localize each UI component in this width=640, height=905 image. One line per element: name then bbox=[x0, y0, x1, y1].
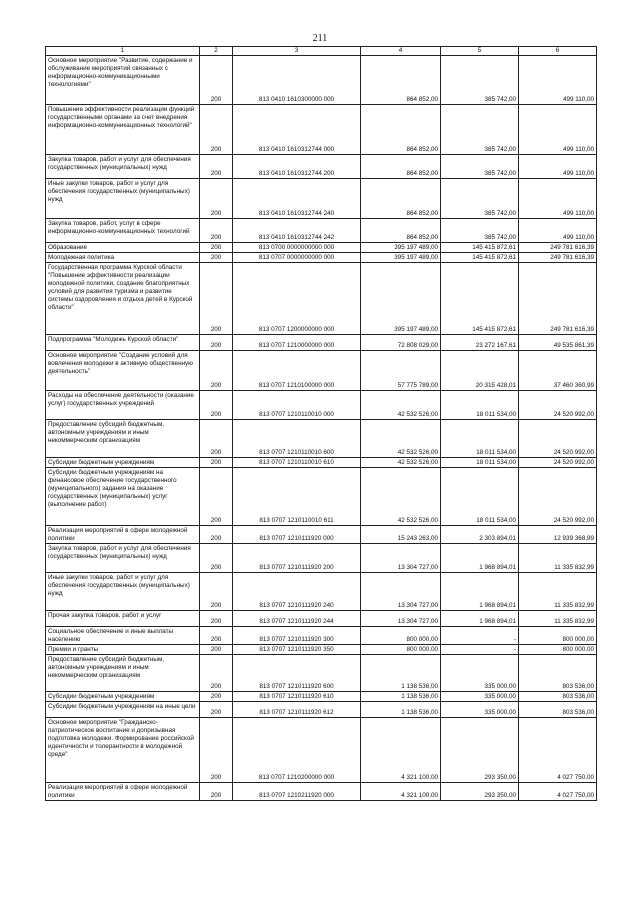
row-unexecuted-amount-cell: 11 335 832,99 bbox=[519, 611, 597, 627]
row-name-cell: Предоставление субсидий бюджетным, автономным учреждениям и иным некоммерческим организациям bbox=[46, 655, 200, 692]
row-approved-amount-cell: 864 852,00 bbox=[361, 219, 441, 243]
row-line-code-cell: 200 bbox=[200, 105, 233, 155]
row-name-cell: Закупка товаров, работ и услуг для обеспечения государственных (муниципальных) нужд bbox=[46, 155, 200, 179]
row-unexecuted-amount-cell: 249 781 616,39 bbox=[519, 243, 597, 253]
row-executed-amount-cell: 145 415 872,61 bbox=[441, 243, 519, 253]
table-row bbox=[46, 692, 597, 702]
row-classification-code-cell: 813 0700 0000000000 000 bbox=[233, 243, 361, 253]
table-row bbox=[46, 573, 597, 611]
row-unexecuted-amount-cell: 803 536,00 bbox=[519, 702, 597, 718]
table-row bbox=[46, 155, 597, 179]
row-name-cell: Прочая закупка товаров, работ и услуг bbox=[46, 611, 200, 627]
row-line-code-cell: 200 bbox=[200, 468, 233, 526]
row-approved-amount-cell: 72 808 029,00 bbox=[361, 335, 441, 351]
row-unexecuted-amount-cell: 800 000,00 bbox=[519, 645, 597, 655]
row-executed-amount-cell: 1 968 894,01 bbox=[441, 544, 519, 573]
row-approved-amount-cell: 864 852,00 bbox=[361, 105, 441, 155]
row-classification-code-cell: 813 0410 1610312744 000 bbox=[233, 105, 361, 155]
row-name-cell: Субсидии бюджетным учреждениям на финансовое обеспечение государственного (муниципального) задания на оказание государственных (муниципальных) услуг (выполнение работ) bbox=[46, 468, 200, 526]
row-executed-amount-cell: 1 968 894,01 bbox=[441, 573, 519, 611]
row-line-code-cell: 200 bbox=[200, 243, 233, 253]
row-classification-code-cell: 813 0410 1610312744 200 bbox=[233, 155, 361, 179]
row-classification-code-cell: 813 0707 1210110010 600 bbox=[233, 420, 361, 458]
row-approved-amount-cell: 13 304 727,00 bbox=[361, 544, 441, 573]
row-unexecuted-amount-cell: 803 536,00 bbox=[519, 655, 597, 692]
row-unexecuted-amount-cell: 4 027 750,00 bbox=[519, 718, 597, 783]
row-line-code-cell: 200 bbox=[200, 155, 233, 179]
row-unexecuted-amount-cell: 499 110,00 bbox=[519, 105, 597, 155]
row-name-cell: Премии и гранты bbox=[46, 645, 200, 655]
column-header: 5 bbox=[441, 47, 519, 56]
table-row bbox=[46, 627, 597, 645]
row-unexecuted-amount-cell: 11 335 832,99 bbox=[519, 544, 597, 573]
row-approved-amount-cell: 395 197 489,00 bbox=[361, 243, 441, 253]
table-row bbox=[46, 335, 597, 351]
table-row bbox=[46, 391, 597, 420]
row-name-cell: Закупка товаров, работ, услуг в сфере информационно-коммуникационных технологий bbox=[46, 219, 200, 243]
table-header-row bbox=[46, 47, 597, 56]
row-name-cell: Иные закупки товаров, работ и услуг для обеспечения государственных (муниципальных) нужд bbox=[46, 573, 200, 611]
row-executed-amount-cell: 145 415 872,61 bbox=[441, 253, 519, 263]
table-row bbox=[46, 611, 597, 627]
table-row bbox=[46, 243, 597, 253]
column-header: 6 bbox=[519, 47, 597, 56]
row-line-code-cell: 200 bbox=[200, 263, 233, 335]
table-row bbox=[46, 253, 597, 263]
row-name-cell: Закупка товаров, работ и услуг для обеспечения государственных (муниципальных) нужд bbox=[46, 544, 200, 573]
row-executed-amount-cell: 293 350,00 bbox=[441, 783, 519, 801]
page-number: 211 bbox=[312, 33, 328, 44]
row-classification-code-cell: 813 0707 1210111920 240 bbox=[233, 573, 361, 611]
row-line-code-cell: 200 bbox=[200, 219, 233, 243]
table-row bbox=[46, 655, 597, 692]
row-executed-amount-cell: 335 000,00 bbox=[441, 655, 519, 692]
table-row bbox=[46, 645, 597, 655]
row-approved-amount-cell: 57 775 789,00 bbox=[361, 351, 441, 391]
row-classification-code-cell: 813 0707 1210111920 300 bbox=[233, 627, 361, 645]
row-classification-code-cell: 813 0707 1210110010 611 bbox=[233, 468, 361, 526]
row-unexecuted-amount-cell: 499 110,00 bbox=[519, 179, 597, 219]
row-unexecuted-amount-cell: 24 520 992,00 bbox=[519, 458, 597, 468]
row-classification-code-cell: 813 0410 1610312744 242 bbox=[233, 219, 361, 243]
row-classification-code-cell: 813 0707 1210200000 000 bbox=[233, 718, 361, 783]
column-header: 1 bbox=[46, 47, 200, 56]
row-executed-amount-cell: 145 415 872,61 bbox=[441, 263, 519, 335]
table-row bbox=[46, 718, 597, 783]
row-executed-amount-cell: - bbox=[441, 645, 519, 655]
row-line-code-cell: 200 bbox=[200, 335, 233, 351]
row-line-code-cell: 200 bbox=[200, 56, 233, 105]
row-unexecuted-amount-cell: 803 536,00 bbox=[519, 692, 597, 702]
row-approved-amount-cell: 1 138 536,00 bbox=[361, 655, 441, 692]
row-classification-code-cell: 813 0707 1210000000 000 bbox=[233, 335, 361, 351]
row-line-code-cell: 200 bbox=[200, 627, 233, 645]
row-executed-amount-cell: 23 272 167,61 bbox=[441, 335, 519, 351]
row-executed-amount-cell: 385 742,00 bbox=[441, 179, 519, 219]
row-unexecuted-amount-cell: 11 335 832,99 bbox=[519, 573, 597, 611]
row-line-code-cell: 200 bbox=[200, 351, 233, 391]
row-executed-amount-cell: 18 011 534,00 bbox=[441, 391, 519, 420]
row-unexecuted-amount-cell: 249 781 616,39 bbox=[519, 253, 597, 263]
row-approved-amount-cell: 42 532 526,00 bbox=[361, 391, 441, 420]
row-name-cell: Реализация мероприятий в сфере молодежной политики bbox=[46, 783, 200, 801]
row-executed-amount-cell: 18 011 534,00 bbox=[441, 458, 519, 468]
row-line-code-cell: 200 bbox=[200, 544, 233, 573]
row-approved-amount-cell: 395 197 489,00 bbox=[361, 263, 441, 335]
row-name-cell: Субсидии бюджетным учреждениям на иные цели bbox=[46, 702, 200, 718]
table-row bbox=[46, 105, 597, 155]
row-name-cell: Реализация мероприятий в сфере молодежной политики bbox=[46, 526, 200, 544]
row-name-cell: Повышение эффективности реализации функций государственными органами за счет внедрения информационно-коммуникационных технологий" bbox=[46, 105, 200, 155]
row-classification-code-cell: 813 0707 1210100000 000 bbox=[233, 351, 361, 391]
budget-table bbox=[45, 46, 597, 801]
row-approved-amount-cell: 864 852,00 bbox=[361, 155, 441, 179]
table-row bbox=[46, 263, 597, 335]
row-line-code-cell: 200 bbox=[200, 718, 233, 783]
row-name-cell: Субсидии бюджетным учреждениям bbox=[46, 692, 200, 702]
row-approved-amount-cell: 13 304 727,00 bbox=[361, 573, 441, 611]
table-row bbox=[46, 219, 597, 243]
row-approved-amount-cell: 1 138 536,00 bbox=[361, 692, 441, 702]
row-approved-amount-cell: 15 243 263,00 bbox=[361, 526, 441, 544]
table-row bbox=[46, 544, 597, 573]
row-line-code-cell: 200 bbox=[200, 692, 233, 702]
row-unexecuted-amount-cell: 499 110,00 bbox=[519, 155, 597, 179]
row-line-code-cell: 200 bbox=[200, 611, 233, 627]
row-approved-amount-cell: 13 304 727,00 bbox=[361, 611, 441, 627]
row-executed-amount-cell: 385 742,00 bbox=[441, 219, 519, 243]
row-name-cell: Субсидии бюджетным учреждениям bbox=[46, 458, 200, 468]
row-classification-code-cell: 813 0707 1210211920 000 bbox=[233, 783, 361, 801]
row-approved-amount-cell: 4 321 100,00 bbox=[361, 783, 441, 801]
row-line-code-cell: 200 bbox=[200, 179, 233, 219]
row-classification-code-cell: 813 0707 1210111920 610 bbox=[233, 692, 361, 702]
row-classification-code-cell: 813 0410 1610312744 240 bbox=[233, 179, 361, 219]
row-unexecuted-amount-cell: 24 520 992,00 bbox=[519, 468, 597, 526]
row-name-cell: Расходы на обеспечение деятельности (оказание услуг) государственных учреждений bbox=[46, 391, 200, 420]
row-line-code-cell: 200 bbox=[200, 420, 233, 458]
row-line-code-cell: 200 bbox=[200, 783, 233, 801]
row-approved-amount-cell: 42 532 526,00 bbox=[361, 468, 441, 526]
row-line-code-cell: 200 bbox=[200, 526, 233, 544]
table-row bbox=[46, 702, 597, 718]
table-row bbox=[46, 351, 597, 391]
column-header: 2 bbox=[200, 47, 233, 56]
row-classification-code-cell: 813 0707 1210111920 612 bbox=[233, 702, 361, 718]
table-row bbox=[46, 179, 597, 219]
row-approved-amount-cell: 42 532 526,00 bbox=[361, 458, 441, 468]
row-classification-code-cell: 813 0707 1210111920 600 bbox=[233, 655, 361, 692]
row-unexecuted-amount-cell: 24 520 992,00 bbox=[519, 420, 597, 458]
row-unexecuted-amount-cell: 12 939 368,99 bbox=[519, 526, 597, 544]
table-row bbox=[46, 468, 597, 526]
row-name-cell: Основное мероприятие "Гражданско-патриотическое воспитание и допризывная подготовка молодежи. Формирование российской идентичности и толерантности в молодежной среде" bbox=[46, 718, 200, 783]
table-row bbox=[46, 526, 597, 544]
row-unexecuted-amount-cell: 37 460 360,99 bbox=[519, 351, 597, 391]
row-classification-code-cell: 813 0707 1200000000 000 bbox=[233, 263, 361, 335]
row-executed-amount-cell: 18 011 534,00 bbox=[441, 420, 519, 458]
row-name-cell: Предоставление субсидий бюджетным, автономным учреждениям и иным некоммерческим организациям bbox=[46, 420, 200, 458]
row-line-code-cell: 200 bbox=[200, 391, 233, 420]
table-row bbox=[46, 56, 597, 105]
row-executed-amount-cell: 385 742,00 bbox=[441, 105, 519, 155]
row-unexecuted-amount-cell: 4 027 750,00 bbox=[519, 783, 597, 801]
row-classification-code-cell: 813 0707 1210111920 350 bbox=[233, 645, 361, 655]
row-approved-amount-cell: 864 852,00 bbox=[361, 56, 441, 105]
row-line-code-cell: 200 bbox=[200, 458, 233, 468]
column-header: 3 bbox=[233, 47, 361, 56]
row-classification-code-cell: 813 0707 1210111920 200 bbox=[233, 544, 361, 573]
row-name-cell: Подпрограмма "Молодежь Курской области" bbox=[46, 335, 200, 351]
row-classification-code-cell: 813 0707 1210111920 000 bbox=[233, 526, 361, 544]
row-unexecuted-amount-cell: 800 000,00 bbox=[519, 627, 597, 645]
row-line-code-cell: 200 bbox=[200, 645, 233, 655]
row-name-cell: Социальное обеспечение и иные выплаты населению bbox=[46, 627, 200, 645]
row-line-code-cell: 200 bbox=[200, 702, 233, 718]
row-executed-amount-cell: 18 011 534,00 bbox=[441, 468, 519, 526]
row-executed-amount-cell: - bbox=[441, 627, 519, 645]
row-approved-amount-cell: 864 852,00 bbox=[361, 179, 441, 219]
row-executed-amount-cell: 20 315 428,01 bbox=[441, 351, 519, 391]
row-name-cell: Молодежная политика bbox=[46, 253, 200, 263]
row-executed-amount-cell: 335 000,00 bbox=[441, 702, 519, 718]
row-line-code-cell: 200 bbox=[200, 573, 233, 611]
row-classification-code-cell: 813 0707 1210110010 610 bbox=[233, 458, 361, 468]
row-unexecuted-amount-cell: 249 781 616,39 bbox=[519, 263, 597, 335]
row-executed-amount-cell: 2 303 894,01 bbox=[441, 526, 519, 544]
row-approved-amount-cell: 800 000,00 bbox=[361, 645, 441, 655]
row-name-cell: Основное мероприятие "Создание условий для вовлечения молодежи в активную общественную деятельность" bbox=[46, 351, 200, 391]
row-approved-amount-cell: 4 321 100,00 bbox=[361, 718, 441, 783]
row-name-cell: Образование bbox=[46, 243, 200, 253]
row-executed-amount-cell: 385 742,00 bbox=[441, 155, 519, 179]
row-name-cell: Основное мероприятие "Развитие, содержание и обслуживание мероприятий связанных с информационно-коммуникационными технологиями" bbox=[46, 56, 200, 105]
column-header: 4 bbox=[361, 47, 441, 56]
row-name-cell: Государственная программа Курской области "Повышение эффективности реализации молодежной политики, создание благоприятных условий для развития туризма и развитие системы оздоровления и отдыха детей в Курской области" bbox=[46, 263, 200, 335]
row-unexecuted-amount-cell: 499 110,00 bbox=[519, 219, 597, 243]
row-executed-amount-cell: 385 742,00 bbox=[441, 56, 519, 105]
table-row bbox=[46, 458, 597, 468]
row-approved-amount-cell: 42 532 526,00 bbox=[361, 420, 441, 458]
table-row bbox=[46, 420, 597, 458]
row-unexecuted-amount-cell: 24 520 992,00 bbox=[519, 391, 597, 420]
row-line-code-cell: 200 bbox=[200, 253, 233, 263]
row-classification-code-cell: 813 0410 1610300000 000 bbox=[233, 56, 361, 105]
row-approved-amount-cell: 395 197 489,00 bbox=[361, 253, 441, 263]
row-executed-amount-cell: 1 968 894,01 bbox=[441, 611, 519, 627]
row-classification-code-cell: 813 0707 1210111920 244 bbox=[233, 611, 361, 627]
row-unexecuted-amount-cell: 49 535 861,39 bbox=[519, 335, 597, 351]
row-executed-amount-cell: 293 350,00 bbox=[441, 718, 519, 783]
row-approved-amount-cell: 800 000,00 bbox=[361, 627, 441, 645]
row-classification-code-cell: 813 0707 0000000000 000 bbox=[233, 253, 361, 263]
row-line-code-cell: 200 bbox=[200, 655, 233, 692]
row-name-cell: Иные закупки товаров, работ и услуг для обеспечения государственных (муниципальных) нужд bbox=[46, 179, 200, 219]
row-executed-amount-cell: 335 000,00 bbox=[441, 692, 519, 702]
row-unexecuted-amount-cell: 499 110,00 bbox=[519, 56, 597, 105]
table-row bbox=[46, 783, 597, 801]
row-classification-code-cell: 813 0707 1210110010 000 bbox=[233, 391, 361, 420]
row-approved-amount-cell: 1 138 536,00 bbox=[361, 702, 441, 718]
